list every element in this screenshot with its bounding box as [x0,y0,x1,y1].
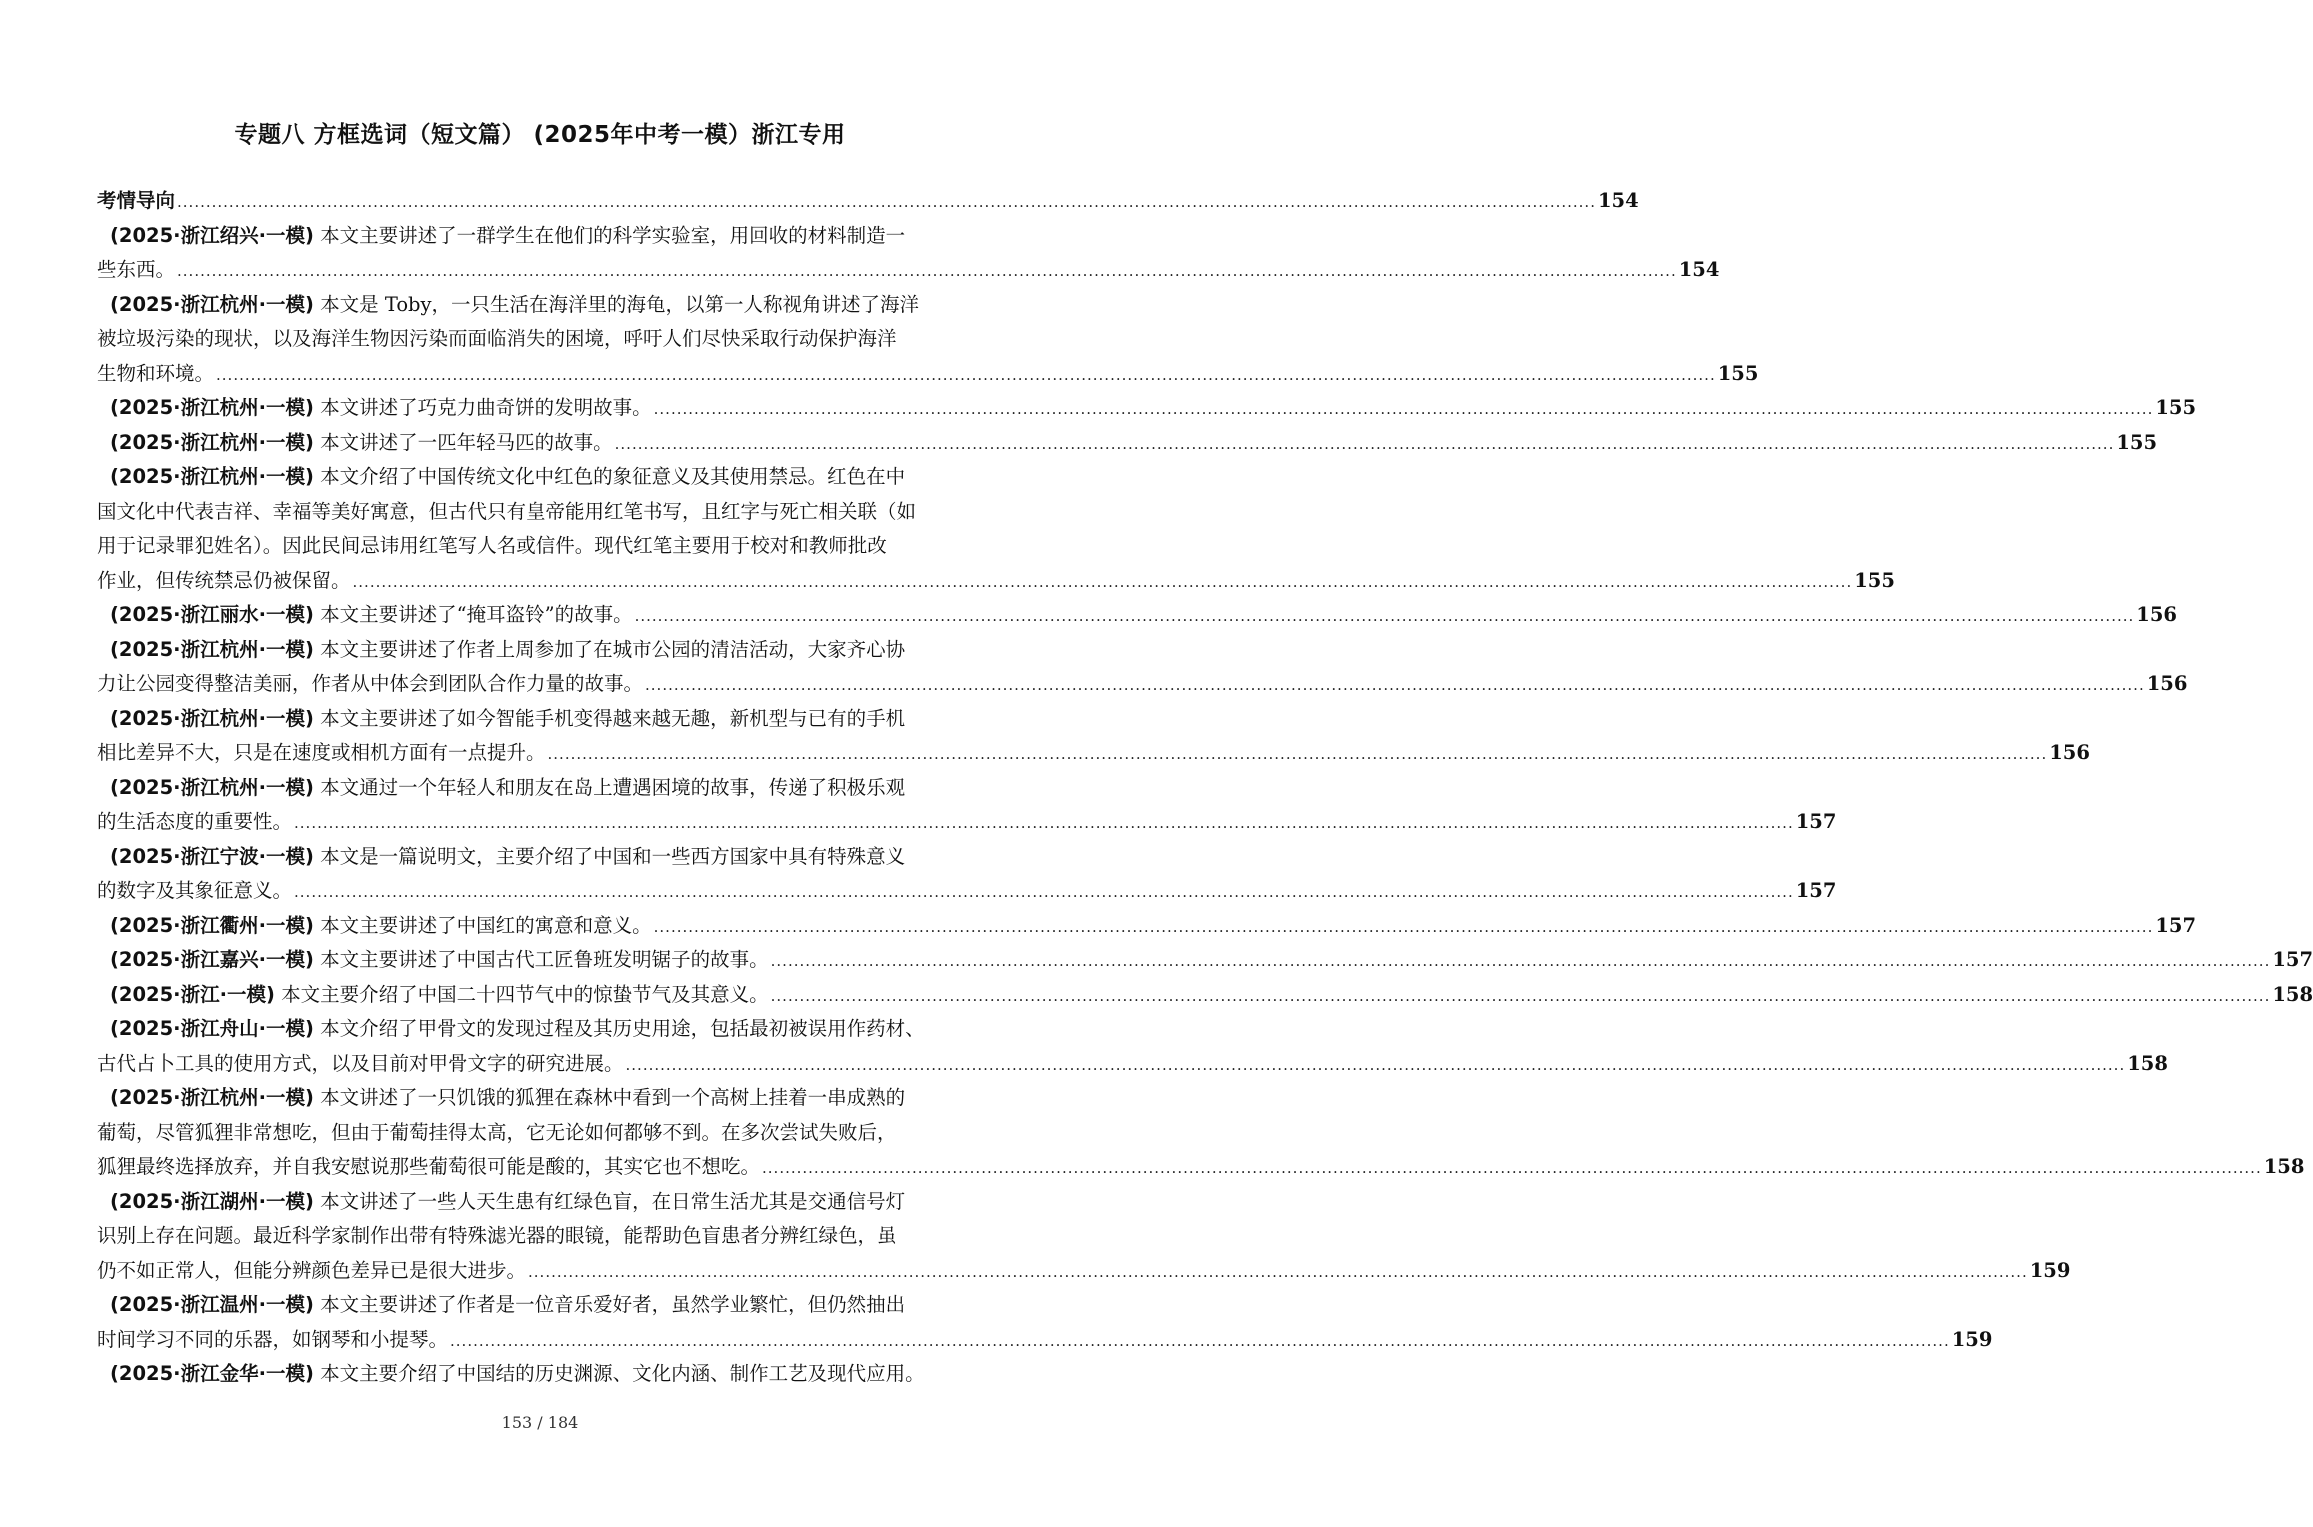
toc-entry-summary: 的生活态度的重要性。 [97,810,293,833]
toc-entry-summary: 狐狸最终选择放弃，并自我安慰说那些葡萄很可能是酸的，其实它也不想吃。 [97,1155,761,1178]
toc-entry-text [110,598,633,633]
toc-entry-summary: 本文主要讲述了如今智能手机变得越来越无趣，新机型与已有的手机 [320,706,906,730]
toc-entry-text [97,1121,897,1144]
toc-entry-summary: 本文主要讲述了一群学生在他们的科学实验室，用回收的材料制造一 [320,223,906,247]
toc-entry-text [97,1224,897,1247]
toc-entry-page: 158 [2272,982,2313,1006]
toc-entry-text [110,1293,905,1316]
leader-dots: .................................................................................................................................................................................................................................................................... [614,434,2115,453]
toc-entry-text [110,1017,925,1040]
toc-entry-text [97,564,351,599]
toc-entry-summary: 生物和环境。 [97,361,215,385]
toc-entry-page: 159 [1951,1327,1993,1351]
toc-entry-line[interactable] [97,771,983,806]
toc-entry-text [97,1047,624,1082]
toc-entry-summary: 本文讲述了一匹年轻马匹的故事。 [320,430,613,454]
toc-entry-summary: 用于记录罪犯姓名）。因此民间忌讳用红笔写人名或信件。现代红笔主要用于校对和教师批改 [97,534,887,557]
toc-entry-summary: 本文讲述了巧克力曲奇饼的发明故事。 [320,396,652,419]
toc-entry-line[interactable] [97,426,2158,461]
toc-entry-text [97,327,897,350]
toc-entry-summary: 些东西。 [97,258,176,281]
toc-entry-summary: 力让公园变得整洁美丽，作者从中体会到团队合作力量的故事。 [97,672,644,695]
toc-entry-text [110,465,905,488]
toc-entry-line[interactable] [97,736,2090,771]
toc-entry-page: 157 [2272,948,2313,971]
page-number: 153 / 184 [501,1413,579,1432]
toc-entry-source: (2025·浙江温州·一模) [110,1293,314,1316]
toc-entry-page: 155 [1717,361,1759,385]
toc-entry-page: 156 [2146,672,2188,695]
toc-entry-source: (2025·浙江舟山·一模) [110,1017,314,1040]
toc-entry-summary: 葡萄，尽管狐狸非常想吃，但由于葡萄挂得太高，它无论如何都够不到。在多次尝试失败后， [97,1120,897,1144]
toc-entry-summary: 本文主要介绍了中国结的历史渊源、文化内涵、制作工艺及现代应用。 [320,1362,925,1385]
toc-entry-line[interactable] [97,495,983,530]
toc-entry-source: (2025·浙江丽水·一模) [110,603,314,626]
leader-dots: .................................................................................................................................................................................................................................................................... [294,883,1794,901]
toc-entry-page: 158 [2127,1051,2168,1075]
toc-entry-line[interactable] [97,1185,983,1220]
toc-entry-text [110,426,613,461]
toc-entry-text [110,845,905,868]
leader-dots: .................................................................................................................................................................................................................................................................... [528,1262,2028,1281]
toc-entry-source: (2025·浙江嘉兴·一模) [110,948,314,971]
toc-entry-page: 156 [2136,603,2177,626]
toc-entry-page: 154 [1678,258,1720,281]
toc-entry-source: (2025·浙江杭州·一模) [110,706,314,730]
toc-entry-text [97,736,546,771]
toc-entry-summary: 识别上存在问题。最近科学家制作出带有特殊滤光器的眼镜，能帮助色盲患者分辨红绿色，虽 [97,1224,897,1247]
toc-entry-source: (2025·浙江杭州·一模) [110,465,314,488]
toc-entry-text [110,1362,925,1385]
toc-entry-source: (2025·浙江宁波·一模) [110,844,314,868]
toc-entry-source: (2025·浙江湖州·一模) [110,1189,314,1213]
toc-entry-line[interactable] [97,1288,983,1323]
toc-entry-text [110,224,905,247]
toc-entry-line[interactable] [97,978,2313,1013]
leader-dots: .................................................................................................................................................................................................................................................................... [294,814,1794,832]
leader-dots: .................................................................................................................................................................................................................................................................... [177,262,1677,280]
leader-dots: .................................................................................................................................................................................................................................................................... [770,986,2271,1005]
toc-entry-summary: 相比差异不大，只是在速度或相机方面有一点提升。 [97,741,546,764]
toc-entry-summary: 本文通过一个年轻人和朋友在岛上遭遇困境的故事，传递了积极乐观 [320,775,906,799]
toc-entry-line[interactable] [97,1047,2168,1082]
toc-entry-summary: 本文主要讲述了作者是一位音乐爱好者，虽然学业繁忙，但仍然抽出 [320,1293,906,1316]
toc-entry-page: 157 [2155,913,2197,937]
toc-entry-summary: 作业，但传统禁忌仍被保留。 [97,568,351,592]
toc-entry-source: (2025·浙江绍兴·一模) [110,223,314,247]
toc-entry-text [110,1190,905,1213]
toc-entry-summary: 古代占卜工具的使用方式，以及目前对甲骨文字的研究进展。 [97,1051,624,1075]
toc-entry-summary: 本文讲述了一些人天生患有红绿色盲，在日常生活尤其是交通信号灯 [320,1189,906,1213]
toc-entry-line[interactable] [97,805,1837,840]
page-title: 专题八 方框选词（短文篇） (2025年中考一模）浙江专用 [234,122,846,148]
toc-entry-text [97,534,887,557]
toc-entry-text [97,357,214,392]
toc-entry-text [110,776,905,799]
table-of-contents [97,184,2313,1392]
toc-entry-source: (2025·浙江衢州·一模) [110,913,314,937]
leader-dots: .................................................................................................................................................................................................................................................................... [653,917,2154,936]
toc-entry-summary: 本文主要讲述了中国红的寓意和意义。 [320,913,652,937]
toc-entry-page: 158 [2263,1155,2305,1178]
toc-head-page: 154 [1597,189,1639,212]
leader-dots: .................................................................................................................................................................................................................................................................... [770,952,2271,970]
toc-entry-line[interactable] [97,219,983,254]
toc-entry-line[interactable] [97,529,983,564]
toc-entry-line[interactable] [97,357,1759,392]
toc-entry-text [110,1086,905,1109]
toc-entry-source: (2025·浙江杭州·一模) [110,430,314,454]
toc-entry-summary: 本文主要讲述了作者上周参加了在城市公园的清洁活动，大家齐心协 [320,637,906,661]
toc-entry-summary: 本文主要讲述了“掩耳盗铃”的故事。 [320,603,633,626]
toc-entry-summary: 本文介绍了甲骨文的发现过程及其历史用途，包括最初被误用作药材、 [320,1017,925,1040]
toc-entry-text [97,874,292,909]
toc-entry-text [110,909,652,944]
leader-dots: .................................................................................................................................................................................................................................................................... [645,676,2145,694]
toc-entry-summary: 本文是 Toby，一只生活在海洋里的海龟，以第一人称视角讲述了海洋 [320,292,920,316]
toc-entry-line[interactable] [97,1012,983,1047]
toc-entry-line[interactable] [97,253,1720,288]
toc-entry-line[interactable] [97,460,983,495]
toc-entry-text [97,500,916,523]
toc-entry-text [97,667,643,702]
toc-entry-source: (2025·浙江杭州·一模) [110,396,314,419]
toc-entry-page: 155 [2155,396,2197,419]
toc-entry-summary: 本文是一篇说明文，主要介绍了中国和一些西方国家中具有特殊意义 [320,844,906,868]
toc-entry-page: 155 [1854,568,1895,592]
toc-entry-summary: 时间学习不同的乐器，如钢琴和小提琴。 [97,1327,449,1351]
toc-entry-source: (2025·浙江杭州·一模) [110,775,314,799]
toc-entry-source: (2025·浙江杭州·一模) [110,637,314,661]
leader-dots: .................................................................................................................................................................................................................................................................... [625,1055,2126,1074]
toc-entry-text [110,638,905,661]
toc-entry-source: (2025·浙江杭州·一模) [110,1086,314,1109]
toc-entry-summary: 本文介绍了中国传统文化中红色的象征意义及其使用禁忌。红色在中 [320,465,906,488]
toc-entry-text [97,1150,760,1185]
toc-entry-source: (2025·浙江·一模) [110,982,275,1006]
leader-dots: .................................................................................................................................................................................................................................................................... [216,365,1716,384]
toc-entry-text [97,805,292,840]
toc-entry-summary: 本文主要讲述了中国古代工匠鲁班发明锯子的故事。 [320,948,769,971]
toc-entry-line[interactable] [97,1323,1993,1358]
toc-entry-line[interactable] [97,1219,983,1254]
leader-dots: .................................................................................................................................................................................................................................................................... [653,400,2154,418]
toc-entry-summary: 被垃圾污染的现状，以及海洋生物因污染而面临消失的困境，呼吁人们尽快采取行动保护海洋 [97,327,897,350]
leader-dots: ...................................................................................................................................................................................................................................................... [177,193,1596,211]
toc-entry-line[interactable] [97,1357,983,1392]
toc-entry-line[interactable] [97,667,2188,702]
toc-entry-summary: 本文主要介绍了中国二十四节气中的惊蛰节气及其意义。 [281,982,769,1006]
toc-entry-text [110,293,919,316]
leader-dots: .................................................................................................................................................................................................................................................................... [450,1331,1950,1350]
toc-entry-line[interactable] [97,633,983,668]
toc-entry-text [110,978,769,1013]
toc-head-line[interactable] [97,184,1639,219]
toc-entry-source: (2025·浙江杭州·一模) [110,292,314,316]
leader-dots: .................................................................................................................................................................................................................................................................... [762,1159,2262,1177]
toc-entry-summary: 本文讲述了一只饥饿的狐狸在森林中看到一个高树上挂着一串成熟的 [320,1086,906,1109]
toc-entry-text [110,707,905,730]
toc-head-label: 考情导向 [97,189,176,212]
leader-dots: .................................................................................................................................................................................................................................................................... [634,607,2135,625]
toc-entry-line[interactable] [97,564,1895,599]
toc-entry-line[interactable] [97,702,983,737]
toc-entry-line[interactable] [97,909,2197,944]
toc-entry-text [97,1254,526,1289]
toc-entry-summary: 的数字及其象征意义。 [97,879,293,902]
toc-entry-source: (2025·浙江金华·一模) [110,1362,314,1385]
toc-entry-line[interactable] [97,1081,983,1116]
toc-entry-line[interactable] [97,598,2177,633]
toc-entry-line[interactable] [97,1116,983,1151]
toc-entry-page: 156 [2049,741,2090,764]
toc-entry-line[interactable] [97,288,983,323]
toc-entry-text [97,253,175,288]
toc-entry-line[interactable] [97,1150,2305,1185]
toc-entry-line[interactable] [97,874,1837,909]
toc-entry-page: 157 [1795,810,1837,833]
toc-entry-page: 157 [1795,879,1837,902]
toc-entry-line[interactable] [97,840,983,875]
toc-entry-line[interactable] [97,943,2313,978]
toc-entry-summary: 仍不如正常人，但能分辨颜色差异已是很大进步。 [97,1258,527,1282]
toc-entry-text [110,391,652,426]
leader-dots: .................................................................................................................................................................................................................................................................... [352,572,1853,591]
toc-entry-line[interactable] [97,1254,2071,1289]
toc-entry-summary: 国文化中代表吉祥、幸福等美好寓意，但古代只有皇帝能用红笔书写，且红字与死亡相关联（如 [97,499,917,523]
toc-entry-text [97,1323,448,1358]
toc-entry-page: 159 [2029,1258,2071,1282]
leader-dots: .................................................................................................................................................................................................................................................................... [547,745,2048,763]
toc-entry-page: 155 [2116,430,2158,454]
toc-entry-line[interactable] [97,322,983,357]
toc-entry-line[interactable] [97,391,2197,426]
toc-entry-text [110,943,769,978]
